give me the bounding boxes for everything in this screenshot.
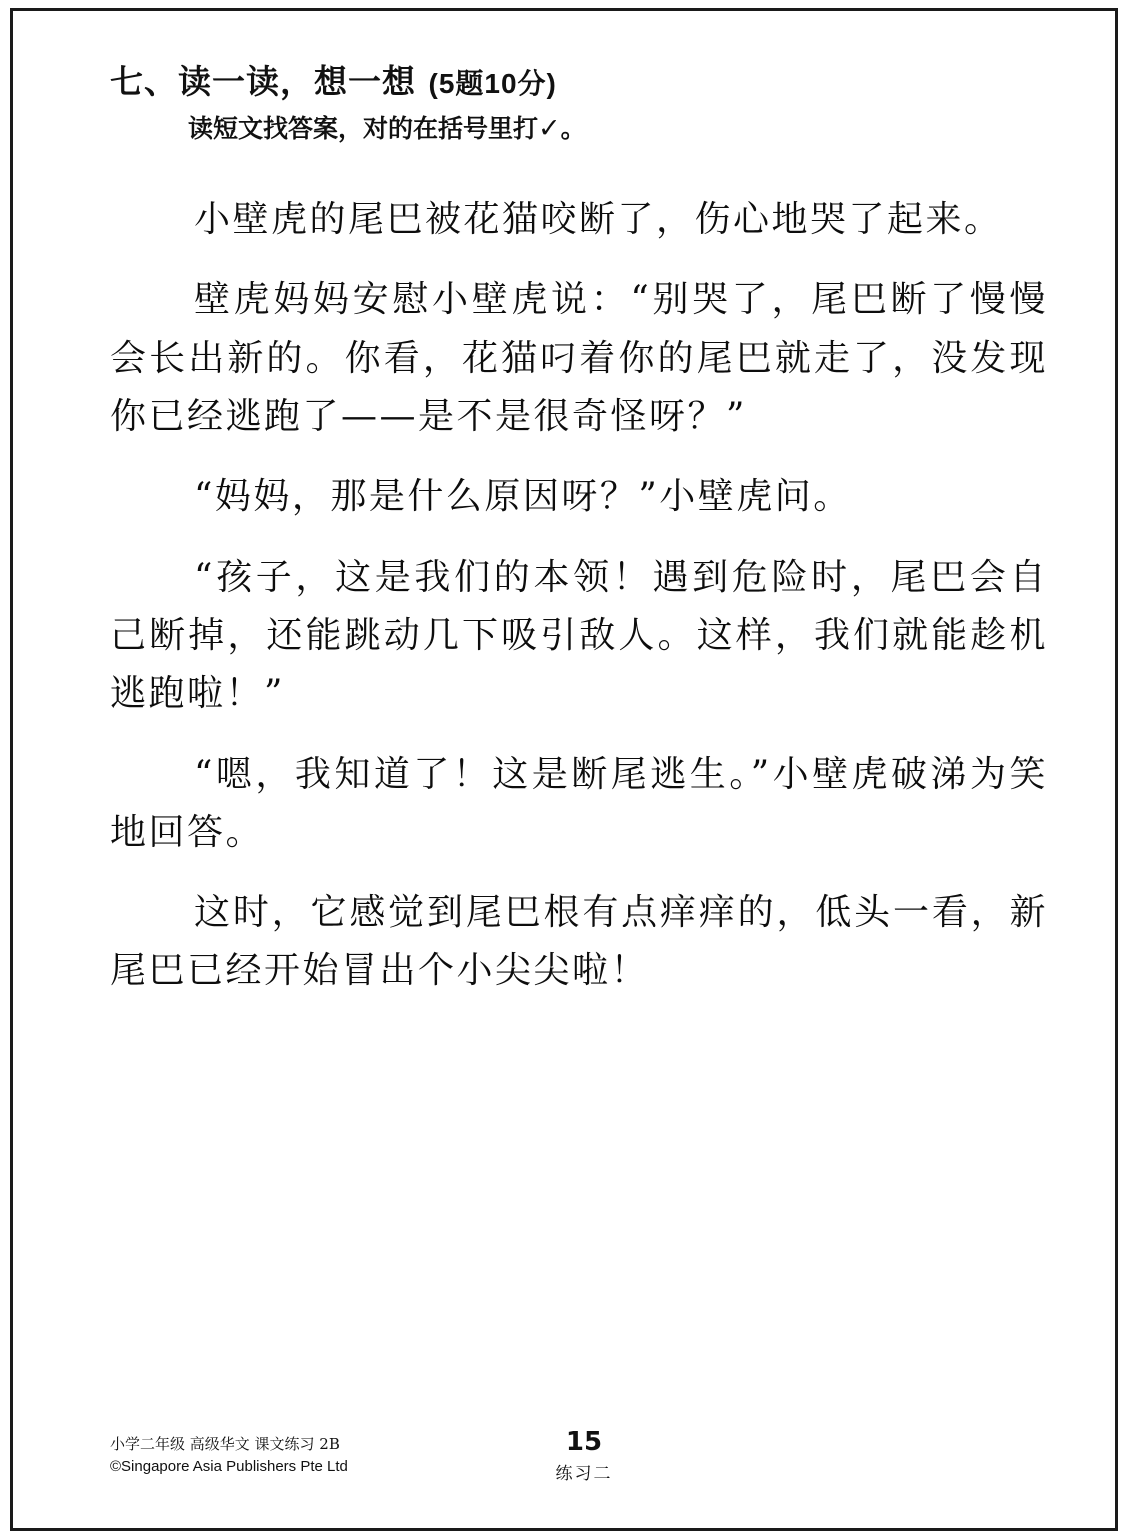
footer-center-block: [556, 1429, 613, 1484]
instruction-suffix: 。: [560, 114, 586, 143]
section-instruction: [188, 109, 1058, 145]
footer-book-title: 小学二年级 高级华文 课文练习 2B: [110, 1435, 340, 1453]
passage-paragraph: 壁虎妈妈安慰小壁虎说：“别哭了，尾巴断了慢慢会长出新的。你看，花猫叼着你的尾巴就走了，没发现你已经逃跑了——是不是很奇怪呀？”: [110, 279, 1048, 437]
passage-paragraph: “妈妈，那是什么原因呀？”小壁虎问。: [194, 476, 852, 518]
passage-paragraph: 小壁虎的尾巴被花猫咬断了，伤心地哭了起来。: [194, 199, 1003, 240]
section-heading: [110, 56, 1058, 103]
footer-publisher-info: [110, 1433, 348, 1478]
instruction-text: 读短文找答案，对的在括号里打: [188, 114, 539, 143]
footer-exercise-label: 练习二: [555, 1464, 613, 1484]
section-marks: (5题10分): [428, 68, 557, 99]
page-number: 15: [565, 1427, 603, 1457]
check-mark-icon: ✓: [538, 113, 561, 144]
reading-passage: [110, 191, 1058, 1001]
passage-paragraph: “孩子，这是我们的本领！遇到危险时，尾巴会自己断掉，还能跳动几下吸引敌人。这样，我们就能趁机逃跑啦！”: [110, 556, 1048, 715]
passage-paragraph: 这时，它感觉到尾巴根有点痒痒的，低头一看，新尾巴已经开始冒出个小尖尖啦！: [110, 892, 1048, 992]
passage-paragraph: “嗯，我知道了！这是断尾逃生。”小壁虎破涕为笑地回答。: [110, 753, 1048, 853]
section-heading-text: 七、读一读，想一想: [110, 62, 416, 101]
footer-copyright: ©Singapore Asia Publishers Pte Ltd: [110, 1457, 348, 1475]
page-footer: [110, 1427, 1058, 1503]
